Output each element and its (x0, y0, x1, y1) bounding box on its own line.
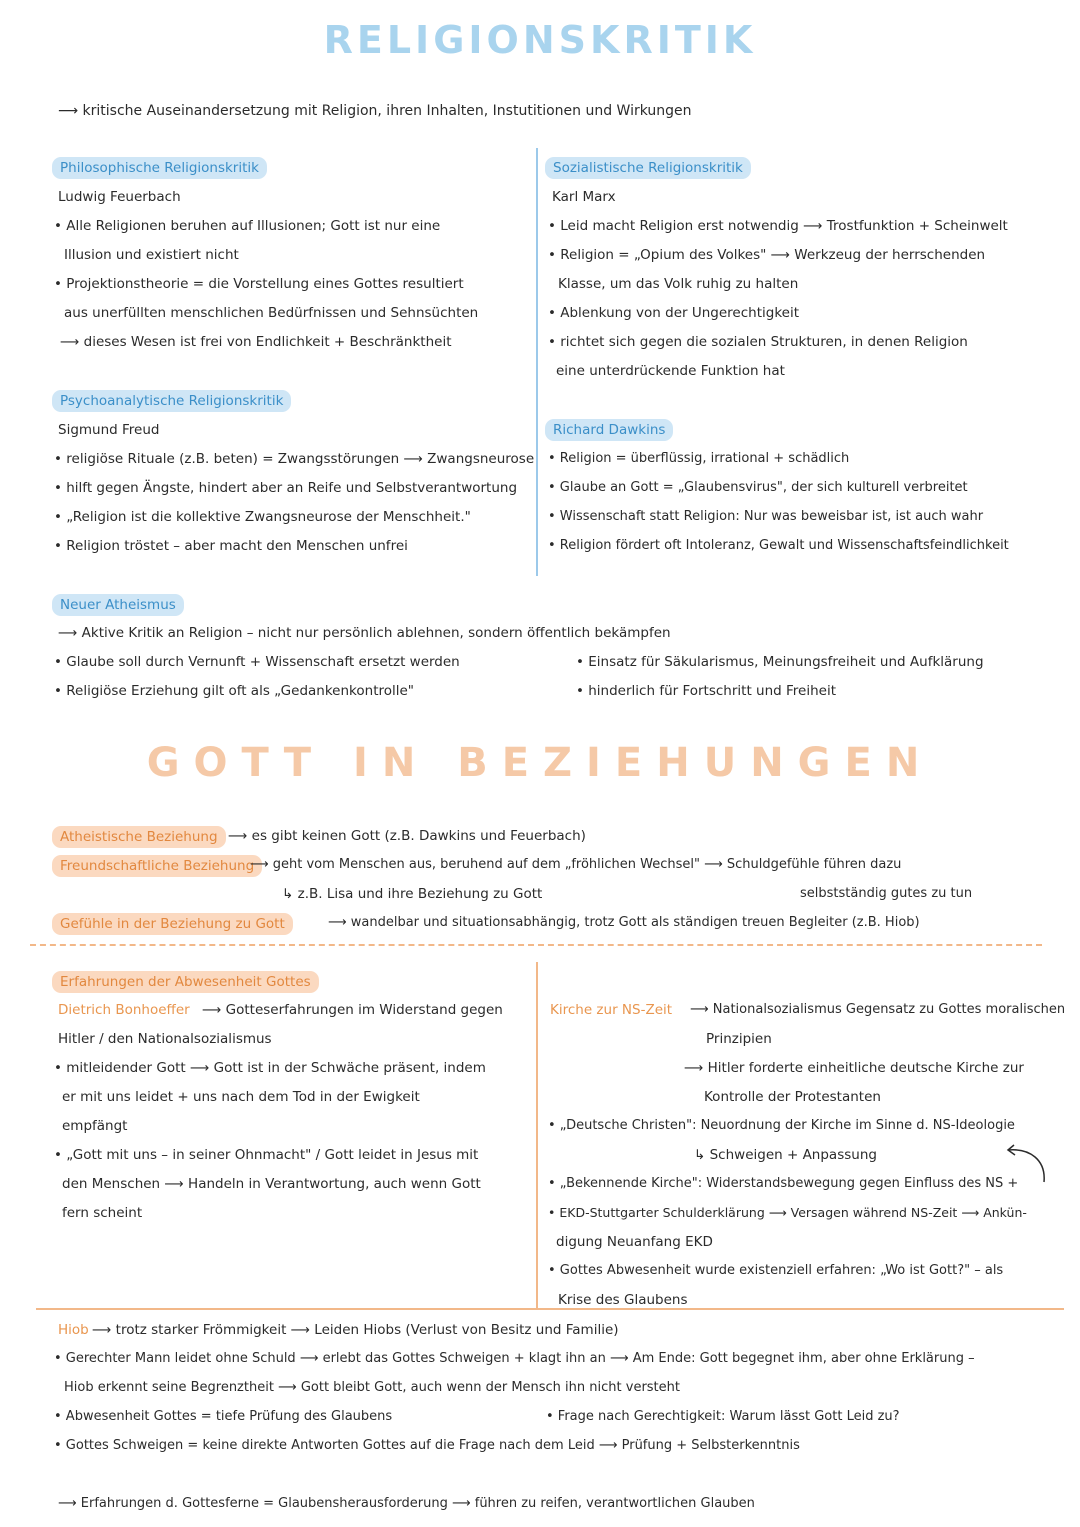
phil-line-4: aus unerfüllten menschlichen Bedürfnissen und Sehnsüchten (64, 305, 479, 321)
section-title-relationships: GOTT IN BEZIEHUNGEN (146, 740, 934, 786)
phil-line-2: Illusion und existiert nicht (64, 247, 239, 263)
abw-line-7: fern scheint (62, 1205, 143, 1221)
ns-line-2: ⟶ Hitler forderte einheitliche deutsche Kirche zur (684, 1060, 1024, 1076)
label-atheistic: Atheistische Beziehung (52, 826, 226, 848)
divider-dashed (30, 944, 1042, 946)
phil-line-5: ⟶ dieses Wesen ist frei von Endlichkeit + Beschränktheit (60, 334, 452, 350)
text-atheistic: ⟶ es gibt keinen Gott (z.B. Dawkins und Feuerbach) (228, 828, 586, 844)
abw-line-3: er mit uns leidet + uns nach dem Tod in der Ewigkeit (62, 1089, 420, 1105)
heading-new-atheism: Neuer Atheismus (52, 594, 184, 616)
divider-vertical-bottom (536, 962, 538, 1308)
name-freud: Sigmund Freud (58, 422, 160, 438)
heading-absence: Erfahrungen der Abwesenheit Gottes (52, 971, 319, 993)
soz-line-1: • Leid macht Religion erst notwendig ⟶ Trostfunktion + Scheinwelt (548, 218, 1008, 234)
name-marx: Karl Marx (552, 189, 616, 205)
heading-philosophical: Philosophische Religionskritik (52, 157, 267, 179)
ns-line-1: Prinzipien (706, 1031, 772, 1047)
soz-line-5: • richtet sich gegen die sozialen Strukturen, in denen Religion (548, 334, 968, 350)
daw-line-3: • Wissenschaft statt Religion: Nur was beweisbar ist, ist auch wahr (548, 509, 984, 524)
soz-line-3: Klasse, um das Volk ruhig zu halten (558, 276, 799, 292)
label-bonhoeffer: Dietrich Bonhoeffer (58, 1002, 190, 1018)
label-feelings: Gefühle in der Beziehung zu Gott (52, 913, 293, 935)
neu-intro: ⟶ Aktive Kritik an Religion – nicht nur persönlich ablehnen, sondern öffentlich bekämpfen (58, 625, 671, 641)
text-friendly: ⟶ geht vom Menschen aus, beruhend auf dem „fröhlichen Wechsel" ⟶ Schuldgefühle führen dazu (250, 857, 902, 872)
abw-line-6: den Menschen ⟶ Handeln in Verantwortung, auch wenn Gott (62, 1176, 481, 1192)
ns-line-4: • „Deutsche Christen": Neuordnung der Kirche im Sinne d. NS-Ideologie (548, 1118, 1015, 1133)
psy-line-2: • hilft gegen Ängste, hindert aber an Reife und Selbstverantwortung (54, 480, 518, 496)
daw-line-2: • Glaube an Gott = „Glaubensvirus", der sich kulturell verbreitet (548, 480, 968, 495)
heading-psychoanalytic: Psychoanalytische Religionskritik (52, 390, 291, 412)
phil-line-1: • Alle Religionen beruhen auf Illusionen; Gott ist nur eine (54, 218, 441, 234)
ns-line-5: ↳ Schweigen + Anpassung (694, 1147, 877, 1163)
ns-line-7: • EKD-Stuttgarter Schulderklärung ⟶ Versagen während NS-Zeit ⟶ Ankün- (548, 1205, 1027, 1220)
neu-right-1: • Einsatz für Säkularismus, Meinungsfreiheit und Aufklärung (576, 654, 984, 670)
label-friendly: Freundschaftliche Beziehung (52, 855, 262, 877)
abw-line-4: empfängt (62, 1118, 128, 1134)
intro-text: ⟶ kritische Auseinandersetzung mit Religion, ihren Inhalten, Instutitionen und Wirkungen (58, 103, 692, 119)
daw-line-1: • Religion = überflüssig, irrational + schädlich (548, 451, 850, 466)
neu-left-2: • Religiöse Erziehung gilt oft als „Gedankenkontrolle" (54, 683, 415, 699)
text-feelings: ⟶ wandelbar und situationsabhängig, trotz Gott als ständigen treuen Begleiter (z.B. Hiob) (328, 915, 920, 930)
text-bonhoeffer: ⟶ Gotteserfahrungen im Widerstand gegen (202, 1002, 503, 1018)
text-hiob: ⟶ trotz starker Frömmigkeit ⟶ Leiden Hiobs (Verlust von Besitz und Familie) (92, 1322, 619, 1338)
abw-line-2: • mitleidender Gott ⟶ Gott ist in der Schwäche präsent, indem (54, 1060, 486, 1076)
ns-line-6: • „Bekennende Kirche": Widerstandsbewegung gegen Einfluss des NS + (548, 1176, 1019, 1191)
heading-dawkins: Richard Dawkins (545, 419, 673, 441)
hiob-line-1: • Gerechter Mann leidet ohne Schuld ⟶ erlebt das Gottes Schweigen + klagt ihn an ⟶ Am Ende: Gott begegnet ihm, aber ohne Erklärung – (54, 1351, 975, 1366)
psy-line-1: • religiöse Rituale (z.B. beten) = Zwangsstörungen ⟶ Zwangsneurose (54, 451, 535, 467)
ns-line-10: Krise des Glaubens (558, 1292, 688, 1308)
ns-line-9: • Gottes Abwesenheit wurde existenziell erfahren: „Wo ist Gott?" – als (548, 1263, 1004, 1278)
text-friendly-sub: ↳ z.B. Lisa und ihre Beziehung zu Gott (282, 886, 543, 902)
psy-line-4: • Religion tröstet – aber macht den Menschen unfrei (54, 538, 408, 554)
abw-line-1: Hitler / den Nationalsozialismus (58, 1031, 272, 1047)
soz-line-4: • Ablenkung von der Ungerechtigkeit (548, 305, 800, 321)
abw-line-5: • „Gott mit uns – in seiner Ohnmacht" / Gott leidet in Jesus mit (54, 1147, 479, 1163)
hiob-line-4: • Gottes Schweigen = keine direkte Antworten Gottes auf die Frage nach dem Leid ⟶ Prüfung + Selbsterkenntnis (54, 1438, 800, 1453)
psy-line-3: • „Religion ist die kollektive Zwangsneurose der Menschheit." (54, 509, 471, 525)
final-conclusion: ⟶ Erfahrungen d. Gottesferne = Glaubensherausforderung ⟶ führen zu reifen, verantwortlichen Glauben (58, 1496, 755, 1511)
page-title: RELIGIONSKRITIK (323, 18, 757, 62)
text-friendly-sub2: selbstständig gutes zu tun (800, 886, 973, 901)
neu-left-1: • Glaube soll durch Vernunft + Wissenschaft ersetzt werden (54, 654, 460, 670)
curved-arrow-icon (1000, 1140, 1052, 1186)
label-hiob: Hiob (58, 1322, 89, 1338)
hiob-line-3b: • Frage nach Gerechtigkeit: Warum lässt Gott Leid zu? (546, 1409, 900, 1424)
hiob-line-2: Hiob erkennt seine Begrenztheit ⟶ Gott bleibt Gott, auch wenn der Mensch ihn nicht versteht (64, 1380, 680, 1395)
divider-horizontal (36, 1308, 1064, 1310)
text-ns-church: ⟶ Nationalsozialismus Gegensatz zu Gottes moralischen (690, 1002, 1066, 1017)
daw-line-4: • Religion fördert oft Intoleranz, Gewalt und Wissenschaftsfeindlichkeit (548, 538, 1009, 553)
name-feuerbach: Ludwig Feuerbach (58, 189, 181, 205)
heading-socialist: Sozialistische Religionskritik (545, 157, 751, 179)
neu-right-2: • hinderlich für Fortschritt und Freiheit (576, 683, 837, 699)
soz-line-6: eine unterdrückende Funktion hat (556, 363, 785, 379)
label-ns-church: Kirche zur NS-Zeit (550, 1002, 673, 1018)
phil-line-3: • Projektionstheorie = die Vorstellung eines Gottes resultiert (54, 276, 464, 292)
divider-vertical-top (536, 148, 538, 576)
ns-line-3: Kontrolle der Protestanten (704, 1089, 881, 1105)
hiob-line-3a: • Abwesenheit Gottes = tiefe Prüfung des Glaubens (54, 1409, 393, 1424)
soz-line-2: • Religion = „Opium des Volkes" ⟶ Werkzeug der herrschenden (548, 247, 986, 263)
ns-line-8: digung Neuanfang EKD (556, 1234, 713, 1250)
